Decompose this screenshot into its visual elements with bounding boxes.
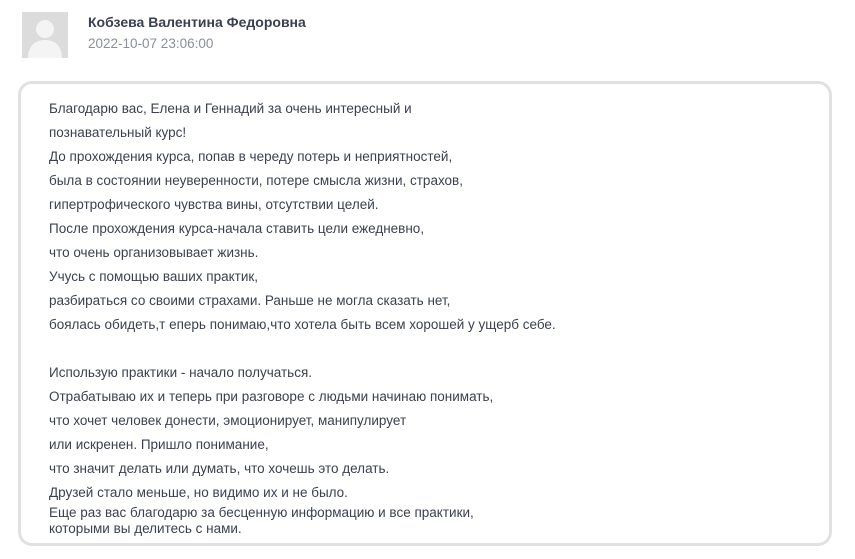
review-line: что хочет человек донести, эмоционирует, манипулирует xyxy=(49,413,407,428)
user-silhouette-icon xyxy=(22,12,68,58)
review-line: что очень организовывает жизнь. xyxy=(49,245,259,260)
review-line: боялась обидеть,т еперь понимаю,что хотела быть всем хорошей у ущерб себе. xyxy=(49,317,556,332)
review-text xyxy=(49,97,809,537)
review-line: или искренен. Пришло понимание, xyxy=(49,437,269,452)
author-name: Кобзева Валентина Федоровна xyxy=(88,14,306,30)
review-line: До прохождения курса, попав в череду потерь и неприятностей, xyxy=(49,149,453,164)
review-line: которыми вы делитесь с нами. xyxy=(49,521,242,536)
review-line: была в состоянии неуверенности, потере смысла жизни, страхов, xyxy=(49,173,463,188)
review-line: Еще раз вас благодарю за бесценную информацию и все практики, xyxy=(49,505,474,520)
review-line: что значит делать или думать, что хочешь это делать. xyxy=(49,461,390,476)
review-line: разбираться со своими страхами. Раньше не могла сказать нет, xyxy=(49,293,451,308)
review-text-bubble xyxy=(18,81,832,546)
review-line: Отрабатываю их и теперь при разговоре с людьми начинаю понимать, xyxy=(49,389,494,404)
review-line: Учусь с помощью ваших практик, xyxy=(49,269,259,284)
review-line: После прохождения курса-начала ставить цели ежедневно, xyxy=(49,221,425,236)
review-line: Использую практики - начало получаться. xyxy=(49,365,313,380)
review-line: Друзей стало меньше, но видимо их и не было. xyxy=(49,485,348,500)
review-line: познавательный курс! xyxy=(49,125,187,140)
review-date: 2022-10-07 23:06:00 xyxy=(88,36,214,51)
paragraph-gap xyxy=(49,337,809,361)
avatar xyxy=(22,12,68,58)
review-line: Благодарю вас, Елена и Геннадий за очень интересный и xyxy=(49,101,412,116)
review-line: гипертрофического чувства вины, отсутствии целей. xyxy=(49,197,379,212)
